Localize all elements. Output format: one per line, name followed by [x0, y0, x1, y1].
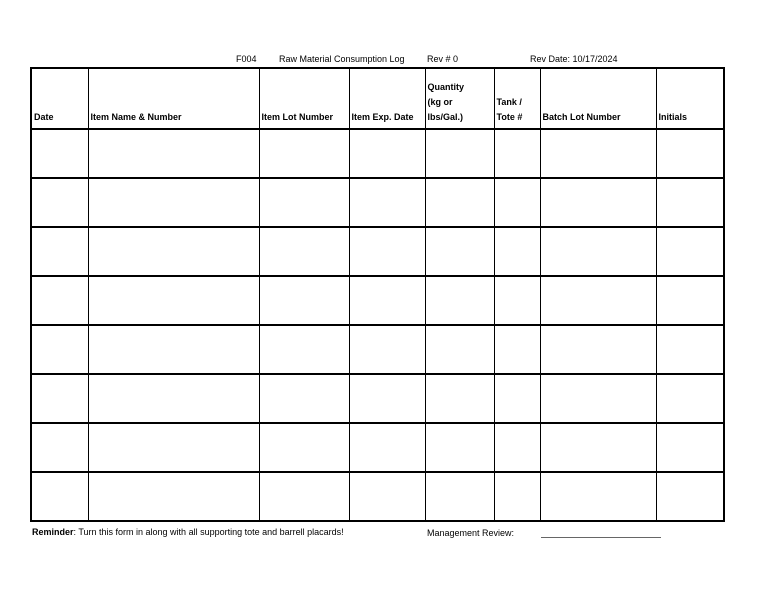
cell-item-name[interactable]: [88, 472, 259, 521]
cell-item-lot[interactable]: [259, 325, 349, 374]
cell-batch-lot[interactable]: [540, 325, 656, 374]
cell-item-lot[interactable]: [259, 227, 349, 276]
cell-batch-lot[interactable]: [540, 374, 656, 423]
cell-item-lot[interactable]: [259, 129, 349, 178]
cell-item-lot[interactable]: [259, 276, 349, 325]
cell-item-lot[interactable]: [259, 472, 349, 521]
cell-initials[interactable]: [656, 472, 724, 521]
column-header-date: Date: [31, 68, 88, 129]
column-header-item-name: Item Name & Number: [88, 68, 259, 129]
cell-item-exp-date[interactable]: [349, 472, 425, 521]
cell-batch-lot[interactable]: [540, 423, 656, 472]
cell-batch-lot[interactable]: [540, 178, 656, 227]
cell-item-name[interactable]: [88, 423, 259, 472]
table-row: [31, 129, 724, 178]
cell-date[interactable]: [31, 374, 88, 423]
cell-initials[interactable]: [656, 178, 724, 227]
reminder-note: [32, 527, 344, 537]
cell-date[interactable]: [31, 276, 88, 325]
cell-quantity[interactable]: [425, 374, 494, 423]
cell-tank-tote[interactable]: [494, 276, 540, 325]
cell-quantity[interactable]: [425, 423, 494, 472]
cell-initials[interactable]: [656, 325, 724, 374]
cell-item-lot[interactable]: [259, 374, 349, 423]
header-row: [31, 68, 724, 129]
cell-quantity[interactable]: [425, 325, 494, 374]
table-row: [31, 276, 724, 325]
cell-item-exp-date[interactable]: [349, 276, 425, 325]
cell-item-name[interactable]: [88, 227, 259, 276]
cell-item-exp-date[interactable]: [349, 178, 425, 227]
management-review-signature-line[interactable]: [541, 537, 661, 538]
cell-quantity[interactable]: [425, 227, 494, 276]
table-row: [31, 178, 724, 227]
cell-quantity[interactable]: [425, 129, 494, 178]
cell-quantity[interactable]: [425, 178, 494, 227]
consumption-log-table: [30, 67, 725, 522]
cell-date[interactable]: [31, 178, 88, 227]
cell-quantity[interactable]: [425, 472, 494, 521]
cell-item-name[interactable]: [88, 276, 259, 325]
cell-item-name[interactable]: [88, 129, 259, 178]
reminder-label: Reminder: [32, 527, 74, 537]
table-row: [31, 227, 724, 276]
cell-tank-tote[interactable]: [494, 178, 540, 227]
cell-date[interactable]: [31, 129, 88, 178]
form-title: Raw Material Consumption Log: [279, 54, 405, 64]
cell-item-exp-date[interactable]: [349, 129, 425, 178]
cell-batch-lot[interactable]: [540, 129, 656, 178]
cell-item-lot[interactable]: [259, 178, 349, 227]
cell-tank-tote[interactable]: [494, 227, 540, 276]
cell-initials[interactable]: [656, 276, 724, 325]
reminder-text: : Turn this form in along with all supporting tote and barrell placards!: [73, 527, 344, 537]
management-review-label: Management Review:: [427, 528, 515, 538]
cell-tank-tote[interactable]: [494, 423, 540, 472]
column-header-initials: Initials: [656, 68, 724, 129]
cell-tank-tote[interactable]: [494, 374, 540, 423]
cell-tank-tote[interactable]: [494, 325, 540, 374]
cell-date[interactable]: [31, 227, 88, 276]
cell-item-exp-date[interactable]: [349, 423, 425, 472]
cell-quantity[interactable]: [425, 276, 494, 325]
cell-batch-lot[interactable]: [540, 276, 656, 325]
cell-date[interactable]: [31, 472, 88, 521]
cell-initials[interactable]: [656, 374, 724, 423]
cell-item-name[interactable]: [88, 178, 259, 227]
cell-batch-lot[interactable]: [540, 227, 656, 276]
cell-tank-tote[interactable]: [494, 129, 540, 178]
column-header-item-exp-date: Item Exp. Date: [349, 68, 425, 129]
cell-date[interactable]: [31, 423, 88, 472]
column-header-tank-tote: Tank / Tote #: [494, 68, 540, 129]
revision-number: Rev # 0: [427, 54, 459, 64]
cell-initials[interactable]: [656, 129, 724, 178]
column-header-quantity: Quantity (kg or lbs/Gal.): [425, 68, 494, 129]
table-row: [31, 325, 724, 374]
cell-item-name[interactable]: [88, 374, 259, 423]
column-header-item-lot: Item Lot Number: [259, 68, 349, 129]
revision-date: Rev Date: 10/17/2024: [530, 54, 618, 64]
cell-batch-lot[interactable]: [540, 472, 656, 521]
cell-date[interactable]: [31, 325, 88, 374]
table-row: [31, 374, 724, 423]
cell-item-name[interactable]: [88, 325, 259, 374]
cell-initials[interactable]: [656, 423, 724, 472]
cell-item-lot[interactable]: [259, 423, 349, 472]
cell-item-exp-date[interactable]: [349, 227, 425, 276]
column-header-batch-lot: Batch Lot Number: [540, 68, 656, 129]
table-row: [31, 423, 724, 472]
cell-item-exp-date[interactable]: [349, 325, 425, 374]
cell-item-exp-date[interactable]: [349, 374, 425, 423]
cell-initials[interactable]: [656, 227, 724, 276]
table-row: [31, 472, 724, 521]
form-code: F004: [236, 54, 257, 64]
cell-tank-tote[interactable]: [494, 472, 540, 521]
